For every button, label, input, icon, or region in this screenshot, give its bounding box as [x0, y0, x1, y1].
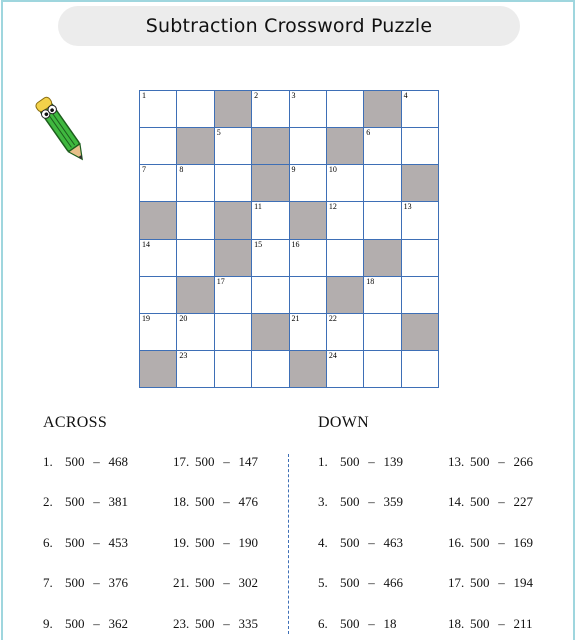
grid-block-cell — [252, 165, 289, 202]
subtrahend: 463 — [383, 535, 403, 550]
clue-number: 16. — [448, 535, 465, 550]
minuend: 500 — [195, 535, 215, 550]
clue-item — [448, 575, 533, 591]
grid-block-cell — [252, 314, 289, 351]
grid-answer-cell[interactable] — [290, 240, 327, 277]
grid-block-cell — [177, 128, 214, 165]
clue-item — [43, 575, 128, 591]
across-heading: ACROSS — [43, 414, 108, 431]
subtrahend: 335 — [238, 616, 258, 631]
minus-sign: – — [93, 535, 100, 550]
minuend: 500 — [65, 454, 85, 469]
clue-item — [43, 454, 128, 470]
grid-answer-cell[interactable] — [140, 277, 177, 314]
grid-answer-cell[interactable] — [402, 202, 439, 239]
minus-sign: – — [368, 575, 375, 590]
minuend: 500 — [340, 575, 360, 590]
grid-answer-cell[interactable] — [140, 314, 177, 351]
grid-answer-cell[interactable] — [364, 277, 401, 314]
grid-answer-cell[interactable] — [177, 165, 214, 202]
grid-answer-cell[interactable] — [252, 351, 289, 388]
cell-number: 17 — [216, 276, 225, 286]
clue-item — [43, 494, 128, 510]
clue-item — [173, 454, 258, 470]
grid-block-cell — [402, 165, 439, 202]
minuend: 500 — [65, 575, 85, 590]
minuend: 500 — [470, 575, 490, 590]
title-bar — [58, 6, 520, 46]
minus-sign: – — [498, 616, 505, 631]
cell-number: 19 — [142, 313, 150, 323]
subtrahend: 381 — [108, 494, 128, 509]
grid-answer-cell[interactable] — [290, 165, 327, 202]
clue-number: 21. — [173, 575, 190, 590]
clue-number: 4. — [318, 535, 328, 550]
grid-answer-cell[interactable] — [402, 351, 439, 388]
subtrahend: 362 — [108, 616, 128, 631]
minuend: 500 — [470, 454, 490, 469]
grid-block-cell — [327, 128, 364, 165]
minus-sign: – — [223, 616, 230, 631]
grid-answer-cell[interactable] — [290, 277, 327, 314]
clue-number: 7. — [43, 575, 53, 590]
clue-number: 13. — [448, 454, 465, 469]
grid-answer-cell[interactable] — [252, 240, 289, 277]
clue-number: 17. — [173, 454, 190, 469]
grid-answer-cell[interactable] — [177, 202, 214, 239]
grid-answer-cell[interactable] — [364, 165, 401, 202]
pencil-mascot-icon — [30, 88, 92, 170]
clue-divider — [288, 454, 289, 634]
grid-answer-cell[interactable] — [215, 314, 252, 351]
clue-item — [318, 494, 403, 510]
grid-answer-cell[interactable] — [140, 165, 177, 202]
grid-block-cell — [215, 202, 252, 239]
grid-answer-cell[interactable] — [402, 128, 439, 165]
grid-block-cell — [215, 240, 252, 277]
cell-number: 7 — [142, 165, 146, 175]
grid-block-cell — [364, 91, 401, 128]
subtrahend: 227 — [513, 494, 533, 509]
subtrahend: 468 — [108, 454, 128, 469]
subtrahend: 190 — [238, 535, 258, 550]
grid-answer-cell[interactable] — [327, 202, 364, 239]
grid-block-cell — [290, 351, 327, 388]
grid-answer-cell[interactable] — [327, 314, 364, 351]
grid-answer-cell[interactable] — [364, 202, 401, 239]
grid-answer-cell[interactable] — [177, 240, 214, 277]
minuend: 500 — [195, 494, 215, 509]
clue-number: 17. — [448, 575, 465, 590]
grid-answer-cell[interactable] — [290, 91, 327, 128]
cell-number: 22 — [328, 313, 337, 323]
grid-answer-cell[interactable] — [215, 351, 252, 388]
grid-answer-cell[interactable] — [177, 314, 214, 351]
minuend: 500 — [65, 535, 85, 550]
cell-number: 14 — [142, 239, 150, 249]
cell-number: 12 — [328, 202, 337, 212]
cell-number: 2 — [254, 91, 259, 100]
grid-answer-cell[interactable] — [364, 314, 401, 351]
subtrahend: 302 — [238, 575, 258, 590]
grid-block-cell — [364, 240, 401, 277]
minuend: 500 — [470, 494, 490, 509]
clue-item — [448, 454, 533, 470]
minus-sign: – — [498, 454, 505, 469]
grid-answer-cell[interactable] — [140, 128, 177, 165]
grid-answer-cell[interactable] — [252, 91, 289, 128]
minuend: 500 — [470, 535, 490, 550]
clue-number: 1. — [43, 454, 53, 469]
grid-block-cell — [252, 128, 289, 165]
subtrahend: 266 — [513, 454, 533, 469]
grid-answer-cell[interactable] — [327, 165, 364, 202]
grid-answer-cell[interactable] — [177, 351, 214, 388]
cell-number: 23 — [179, 350, 188, 360]
minus-sign: – — [498, 575, 505, 590]
clue-number: 14. — [448, 494, 465, 509]
grid-answer-cell[interactable] — [140, 240, 177, 277]
clue-item — [173, 535, 258, 551]
grid-block-cell — [140, 202, 177, 239]
minuend: 500 — [340, 494, 360, 509]
subtrahend: 359 — [383, 494, 403, 509]
minuend: 500 — [340, 535, 360, 550]
clue-item — [43, 535, 128, 551]
clue-number: 2. — [43, 494, 53, 509]
minuend: 500 — [65, 494, 85, 509]
grid-block-cell — [215, 91, 252, 128]
grid-answer-cell[interactable] — [364, 351, 401, 388]
cell-number: 1 — [142, 91, 146, 100]
cell-number: 9 — [291, 165, 296, 175]
subtrahend: 18 — [383, 616, 397, 631]
minus-sign: – — [223, 494, 230, 509]
cell-number: 10 — [328, 165, 337, 175]
grid-block-cell — [327, 277, 364, 314]
clue-number: 9. — [43, 616, 53, 631]
cell-number: 4 — [403, 91, 408, 100]
cell-number: 15 — [254, 239, 263, 249]
grid-answer-cell[interactable] — [252, 202, 289, 239]
minus-sign: – — [223, 575, 230, 590]
grid-answer-cell[interactable] — [177, 91, 214, 128]
grid-answer-cell[interactable] — [402, 277, 439, 314]
cell-number: 13 — [403, 202, 412, 212]
clue-number: 3. — [318, 494, 328, 509]
clue-number: 1. — [318, 454, 328, 469]
minus-sign: – — [368, 494, 375, 509]
minuend: 500 — [340, 616, 360, 631]
minus-sign: – — [498, 535, 505, 550]
subtrahend: 476 — [238, 494, 258, 509]
grid-answer-cell[interactable] — [252, 277, 289, 314]
cell-number: 18 — [366, 276, 375, 286]
grid-answer-cell[interactable] — [290, 128, 327, 165]
grid-answer-cell[interactable] — [402, 240, 439, 277]
minus-sign: – — [498, 494, 505, 509]
clue-item — [173, 575, 258, 591]
cell-number: 5 — [216, 128, 221, 138]
cell-number: 11 — [254, 202, 262, 212]
cell-number: 16 — [291, 239, 300, 249]
clue-item — [318, 535, 403, 551]
grid-answer-cell[interactable] — [402, 91, 439, 128]
page-title: Subtraction Crossword Puzzle — [145, 15, 433, 37]
grid-answer-cell[interactable] — [327, 351, 364, 388]
minuend: 500 — [470, 616, 490, 631]
clue-item — [318, 575, 403, 591]
minus-sign: – — [93, 494, 100, 509]
clue-number: 18. — [448, 616, 465, 631]
subtrahend: 139 — [383, 454, 403, 469]
subtrahend: 211 — [513, 616, 533, 631]
minus-sign: – — [368, 616, 375, 631]
clue-number: 6. — [318, 616, 328, 631]
clue-item — [173, 494, 258, 510]
clue-item — [318, 454, 403, 470]
grid-answer-cell[interactable] — [140, 91, 177, 128]
clue-item — [448, 494, 533, 510]
grid-answer-cell[interactable] — [327, 240, 364, 277]
grid-answer-cell[interactable] — [364, 128, 401, 165]
minus-sign: – — [223, 454, 230, 469]
grid-answer-cell[interactable] — [290, 314, 327, 351]
grid-block-cell — [402, 314, 439, 351]
clue-number: 18. — [173, 494, 190, 509]
clue-item — [448, 535, 533, 551]
minuend: 500 — [195, 575, 215, 590]
clue-number: 23. — [173, 616, 190, 631]
subtrahend: 453 — [108, 535, 128, 550]
down-heading: DOWN — [318, 414, 369, 431]
grid-answer-cell[interactable] — [215, 165, 252, 202]
grid-answer-cell[interactable] — [215, 277, 252, 314]
grid-answer-cell[interactable] — [327, 91, 364, 128]
cell-number: 3 — [291, 91, 296, 100]
cell-number: 20 — [179, 313, 188, 323]
subtrahend: 376 — [108, 575, 128, 590]
cell-number: 24 — [328, 350, 337, 360]
minuend: 500 — [195, 616, 215, 631]
grid-block-cell — [290, 202, 327, 239]
grid-block-cell — [140, 351, 177, 388]
subtrahend: 169 — [513, 535, 533, 550]
cell-number: 6 — [366, 128, 371, 138]
minus-sign: – — [93, 454, 100, 469]
grid-answer-cell[interactable] — [215, 128, 252, 165]
subtrahend: 194 — [513, 575, 533, 590]
minuend: 500 — [340, 454, 360, 469]
minus-sign: – — [368, 454, 375, 469]
grid-block-cell — [177, 277, 214, 314]
cell-number: 8 — [179, 165, 184, 175]
clue-number: 5. — [318, 575, 328, 590]
clue-number: 6. — [43, 535, 53, 550]
minus-sign: – — [93, 616, 100, 631]
minuend: 500 — [195, 454, 215, 469]
minuend: 500 — [65, 616, 85, 631]
minus-sign: – — [93, 575, 100, 590]
minus-sign: – — [368, 535, 375, 550]
subtrahend: 147 — [238, 454, 258, 469]
minus-sign: – — [223, 535, 230, 550]
cell-number: 21 — [291, 313, 300, 323]
crossword-grid — [139, 90, 439, 388]
clue-number: 19. — [173, 535, 190, 550]
subtrahend: 466 — [383, 575, 403, 590]
